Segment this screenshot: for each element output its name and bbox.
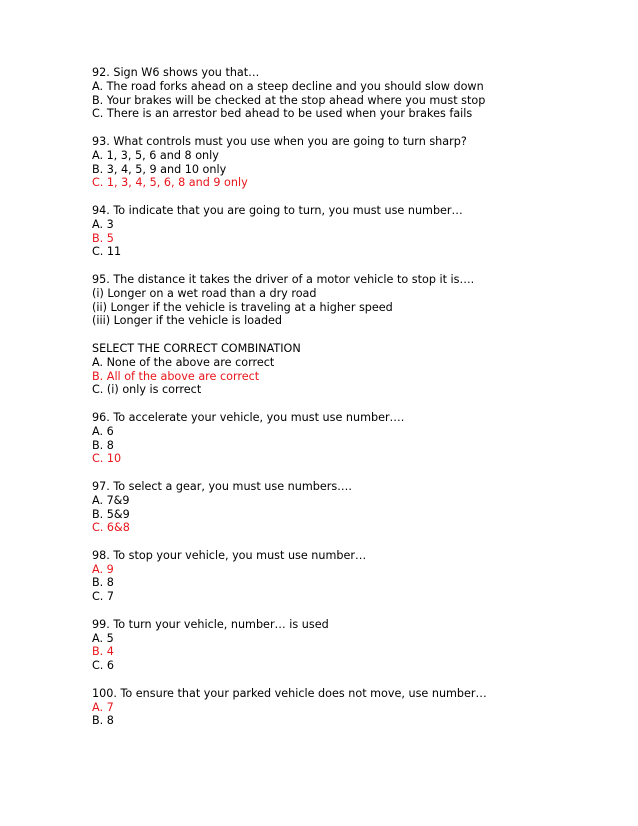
question-list [92, 66, 638, 728]
question-text: 98. To stop your vehicle, you must use number… [92, 548, 367, 562]
answer-option: B. 8 [92, 714, 114, 728]
answer-option: A. The road forks ahead on a steep decline and you should slow down [92, 79, 484, 93]
correct-answer-option: C. 6&8 [92, 521, 130, 535]
answer-option: (iii) Longer if the vehicle is loaded [92, 314, 283, 328]
answer-option: A. 7&9 [92, 493, 130, 507]
question-block [92, 549, 638, 604]
answer-option: B. 5&9 [92, 507, 130, 521]
answer-option: B. Your brakes will be checked at the stop ahead where you must stop [92, 93, 486, 107]
question-block [92, 66, 638, 121]
answer-option: A. 6 [92, 424, 114, 438]
correct-answer-option: A. 9 [92, 562, 114, 576]
question-text: 94. To indicate that you are going to turn, you must use number… [92, 203, 463, 217]
question-block [92, 273, 638, 328]
answer-option: C. 11 [92, 245, 122, 259]
question-text: 99. To turn your vehicle, number… is used [92, 617, 329, 631]
answer-option: A. 1, 3, 5, 6 and 8 only [92, 148, 219, 162]
question-block [92, 342, 638, 397]
question-block [92, 480, 638, 535]
answer-option: B. 8 [92, 576, 114, 590]
question-text: 96. To accelerate your vehicle, you must use number…. [92, 410, 405, 424]
answer-option: C. 7 [92, 590, 115, 604]
question-text: SELECT THE CORRECT COMBINATION [92, 341, 301, 355]
answer-option: (ii) Longer if the vehicle is traveling at a higher speed [92, 300, 393, 314]
answer-option: C. (i) only is correct [92, 383, 202, 397]
answer-option: (i) Longer on a wet road than a dry road [92, 286, 317, 300]
question-block [92, 618, 638, 673]
correct-answer-option: C. 1, 3, 4, 5, 6, 8 and 9 only [92, 176, 248, 190]
question-text: 97. To select a gear, you must use numbers…. [92, 479, 352, 493]
question-text: 100. To ensure that your parked vehicle does not move, use number… [92, 686, 487, 700]
question-text: 93. What controls must you use when you are going to turn sharp? [92, 134, 467, 148]
question-block [92, 135, 638, 190]
answer-option: B. 8 [92, 438, 114, 452]
question-block [92, 204, 638, 259]
correct-answer-option: A. 7 [92, 700, 114, 714]
question-text: 92. Sign W6 shows you that… [92, 66, 260, 79]
answer-option: B. 3, 4, 5, 9 and 10 only [92, 162, 227, 176]
answer-option: C. There is an arrestor bed ahead to be used when your brakes fails [92, 107, 473, 121]
question-block [92, 411, 638, 466]
answer-option: C. 6 [92, 659, 115, 673]
correct-answer-option: B. 5 [92, 231, 114, 245]
answer-option: A. 5 [92, 631, 114, 645]
correct-answer-option: B. 4 [92, 645, 114, 659]
correct-answer-option: B. All of the above are correct [92, 369, 260, 383]
correct-answer-option: C. 10 [92, 452, 122, 466]
answer-option: A. None of the above are correct [92, 355, 275, 369]
question-block [92, 687, 638, 728]
question-text: 95. The distance it takes the driver of a motor vehicle to stop it is…. [92, 272, 475, 286]
answer-option: A. 3 [92, 217, 114, 231]
